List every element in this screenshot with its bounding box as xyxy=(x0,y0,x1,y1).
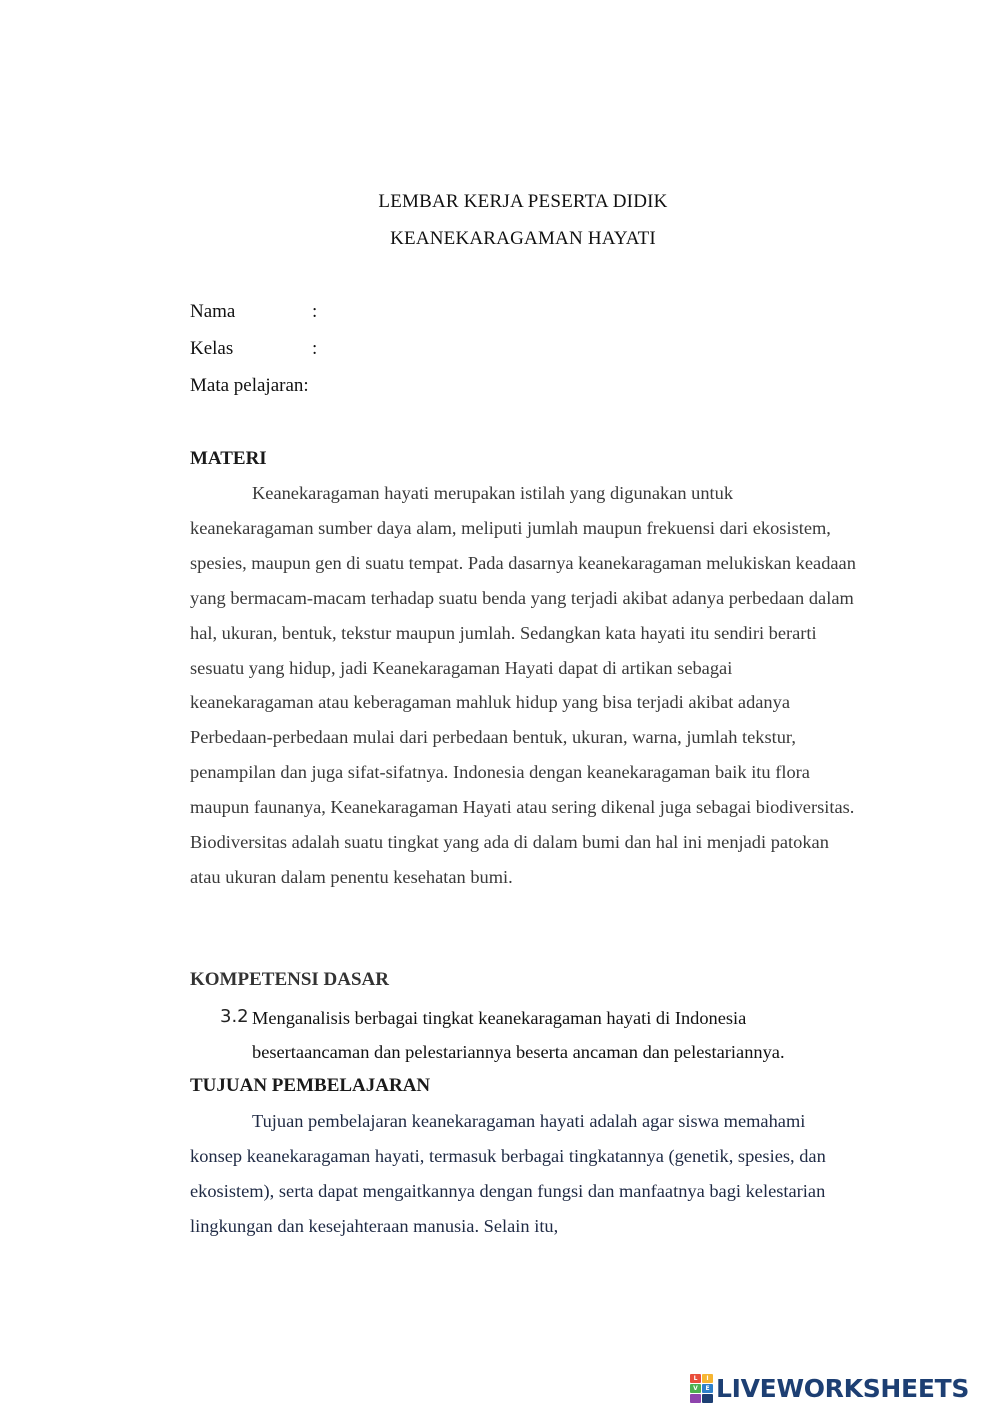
identity-row-nama xyxy=(190,301,318,323)
kelas-colon: : xyxy=(312,338,318,359)
logo-tile-3: V xyxy=(690,1384,701,1393)
identity-row-mapel xyxy=(190,375,309,397)
mapel-label: Mata pelajaran: xyxy=(190,375,309,396)
page-title-line-1: LEMBAR KERJA PESERTA DIDIK xyxy=(378,191,668,212)
identity-row-kelas xyxy=(190,338,318,360)
logo-tile-2: I xyxy=(702,1374,713,1383)
liveworksheets-wordmark: LIVEWORKSHEETS xyxy=(716,1373,970,1403)
nama-label: Nama xyxy=(190,301,236,322)
liveworksheets-brand xyxy=(690,1372,969,1404)
logo-tile-6 xyxy=(702,1394,713,1403)
materi-heading: MATERI xyxy=(190,448,267,469)
kompetensi-number: 3.2 xyxy=(220,1006,249,1027)
nama-colon: : xyxy=(312,301,318,322)
kompetensi-text: Menganalisis berbagai tingkat keanekaragaman hayati di Indonesia besertaancaman dan pelestariannya beserta ancaman dan pelestariannya. xyxy=(252,1008,785,1062)
materi-paragraph: Keanekaragaman hayati merupakan istilah yang digunakan untuk keanekaragaman sumber daya alam, meliputi jumlah maupun frekuensi dari ekosistem, spesies, maupun gen di suatu tempat. Pada dasarnya keanekaragaman melukiskan keadaan yang bermacam-macam terhadap suatu benda yang terjadi akibat adanya perbedaan dalam hal, ukuran, bentuk, tekstur maupun jumlah. Sedangkan kata hayati itu sendiri berarti sesuatu yang hidup, jadi Keanekaragaman Hayati dapat di artikan sebagai keanekaragaman atau keberagaman mahluk hidup yang bisa terjadi akibat adanya Perbedaan-perbedaan mulai dari perbedaan bentuk, ukuran, warna, jumlah tekstur, penampilan dan juga sifat-sifatnya. Indonesia dengan keanekaragaman baik itu flora maupun faunanya, Keanekaragaman Hayati atau sering dikenal juga sebagai biodiversitas. Biodiversitas adalah suatu tingkat yang ada di dalam bumi dan hal ini menjadi patokan atau ukuran dalam penentu kesehatan bumi. xyxy=(190,483,856,887)
kompetensi-heading: KOMPETENSI DASAR xyxy=(190,969,389,990)
logo-tile-4: E xyxy=(702,1384,713,1393)
kelas-label: Kelas xyxy=(190,338,234,359)
tujuan-paragraph: Tujuan pembelajaran keanekaragaman hayati adalah agar siswa memahami konsep keanekaragaman hayati, termasuk berbagai tingkatannya (genetik, spesies, dan ekosistem), serta dapat mengaitkannya dengan fungsi dan manfaatnya bagi kelestarian lingkungan dan kesejahteraan manusia. Selain itu, xyxy=(190,1111,826,1236)
page-title-line-2: KEANEKARAGAMAN HAYATI xyxy=(390,228,656,249)
logo-tile-5 xyxy=(690,1394,701,1403)
liveworksheets-logo-icon xyxy=(690,1374,713,1403)
tujuan-heading: TUJUAN PEMBELAJARAN xyxy=(190,1075,431,1096)
logo-tile-1: L xyxy=(690,1374,701,1383)
